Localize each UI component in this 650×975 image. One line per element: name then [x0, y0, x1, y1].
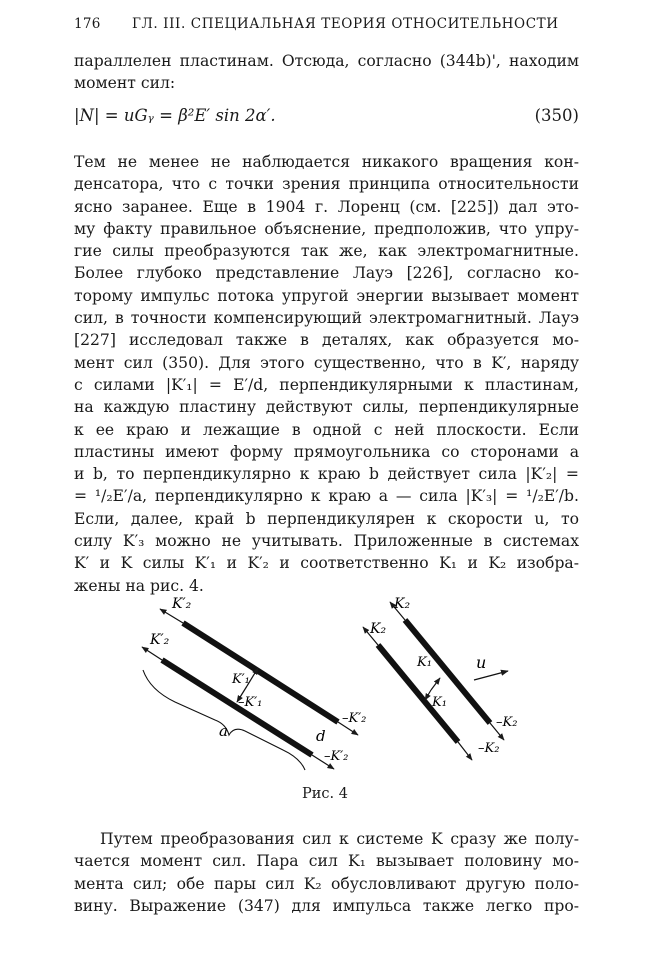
text-line: мент сил (350). Для этого существенно, что в K′, наряду — [74, 353, 579, 372]
right-label-minus-k2-lower: –K₂ — [478, 741, 500, 756]
figure-4 — [0, 590, 650, 780]
right-k1-arrow-down — [425, 690, 431, 700]
main-paragraph — [74, 151, 579, 597]
text-line: чается момент сил. Пара сил K₁ вызывает половину мо- — [74, 852, 579, 871]
closing-paragraph — [74, 828, 579, 917]
text-line: к ее краю и лежащие в одной с ней плоскости. Если — [74, 420, 579, 439]
page-number: 176 — [74, 16, 101, 32]
left-label-k1-upper: K′₁ — [232, 672, 250, 687]
equation-350 — [74, 106, 579, 132]
velocity-label: u — [476, 653, 487, 672]
left-label-bottom-k2: K′₂ — [150, 632, 170, 648]
left-label-d: d — [316, 727, 326, 745]
text-line: и b, то перпендикулярно к краю b действует сила |K′₂| = — [74, 465, 579, 484]
text-line: = ¹/₂E′/a, перпендикулярно к краю a — сила |K′₃| = ¹/₂E′/b. — [74, 487, 579, 506]
right-label-k1-lower: K₁ — [432, 695, 447, 710]
text-line: силу K′₃ можно не учитывать. Приложенные в системах — [74, 532, 579, 551]
intro-paragraph — [74, 50, 579, 95]
text-line: Более глубоко представление Лауэ [226], согласно ко- — [74, 264, 579, 283]
chapter-title: ГЛ. III. СПЕЦИАЛЬНАЯ ТЕОРИЯ ОТНОСИТЕЛЬНОСТИ — [132, 16, 559, 32]
right-label-bottom-k2: K₂ — [370, 621, 387, 637]
text-line: K′ и K силы K′₁ и K′₂ и соответственно K₁ и K₂ изобра- — [74, 554, 579, 573]
text-line: [227] исследовал также в деталях, как образуется мо- — [74, 331, 579, 350]
text-line: с силами |K′₁| = E′/d, перпендикулярными к пластинам, — [74, 375, 579, 394]
velocity-arrow — [474, 671, 508, 680]
text-line: ясно заранее. Еще в 1904 г. Лоренц (см. [225]) дал это- — [74, 197, 579, 216]
text-line: вину. Выражение (347) для импульса также легко про- — [74, 896, 579, 915]
text-line: му факту правильное объяснение, предположив, что упру- — [74, 219, 579, 238]
left-label-minus-k2-upper: –K′₂ — [342, 711, 367, 726]
left-label-minus-k2-lower: –K′₂ — [324, 749, 349, 764]
left-diagram — [142, 596, 366, 770]
text-line: жены на рис. 4. — [74, 576, 204, 595]
running-header — [74, 16, 579, 38]
text-line: мента сил; обе пары сил K₂ обусловливают другую поло- — [74, 874, 579, 893]
text-line: торому импульс потока упругой энергии вызывает момент — [74, 286, 579, 305]
left-label-top-k2: K′₂ — [172, 596, 192, 612]
text-line: на каждую пластину действуют силы, перпендикулярные — [74, 398, 579, 417]
equation-number: (350) — [534, 106, 579, 125]
right-k1-arrow-up — [431, 678, 440, 690]
text-line: сил, в точности компенсирующий электромагнитный. Лауэ — [74, 309, 579, 328]
figure-4-diagram — [0, 590, 650, 780]
right-diagram — [363, 596, 517, 760]
text-line: момент сил: — [74, 74, 176, 93]
left-label-a: a — [219, 722, 228, 740]
equation-formula: |N| = uGᵧ = β²E′ sin 2α′. — [74, 106, 276, 125]
text-line: Тем не менее не наблюдается никакого вращения кон- — [74, 153, 579, 171]
right-label-top-k2: K₂ — [394, 596, 411, 612]
right-bottom-minus-k2-arrow — [458, 742, 472, 760]
left-label-k1-lower: –K′₁ — [238, 695, 263, 710]
text-line: денсатора, что с точки зрения принципа относительности — [74, 175, 579, 194]
figure-caption: Рис. 4 — [302, 786, 348, 802]
right-label-k1-upper: K₁ — [417, 655, 432, 670]
right-label-minus-k2-upper: –K₂ — [496, 715, 518, 730]
text-line: параллелен пластинам. Отсюда, согласно (344b)', находим — [74, 52, 579, 70]
text-line: пластины имеют форму прямоугольника со сторонами a — [74, 442, 579, 461]
left-bottom-k2-arrow — [142, 647, 162, 660]
text-line: Если, далее, край b перпендикулярен к скорости u, то — [74, 509, 579, 528]
text-line: гие силы преобразуются так же, как электромагнитные. — [74, 242, 579, 261]
text-line: Путем преобразования сил к системе K сразу же полу- — [100, 830, 579, 848]
